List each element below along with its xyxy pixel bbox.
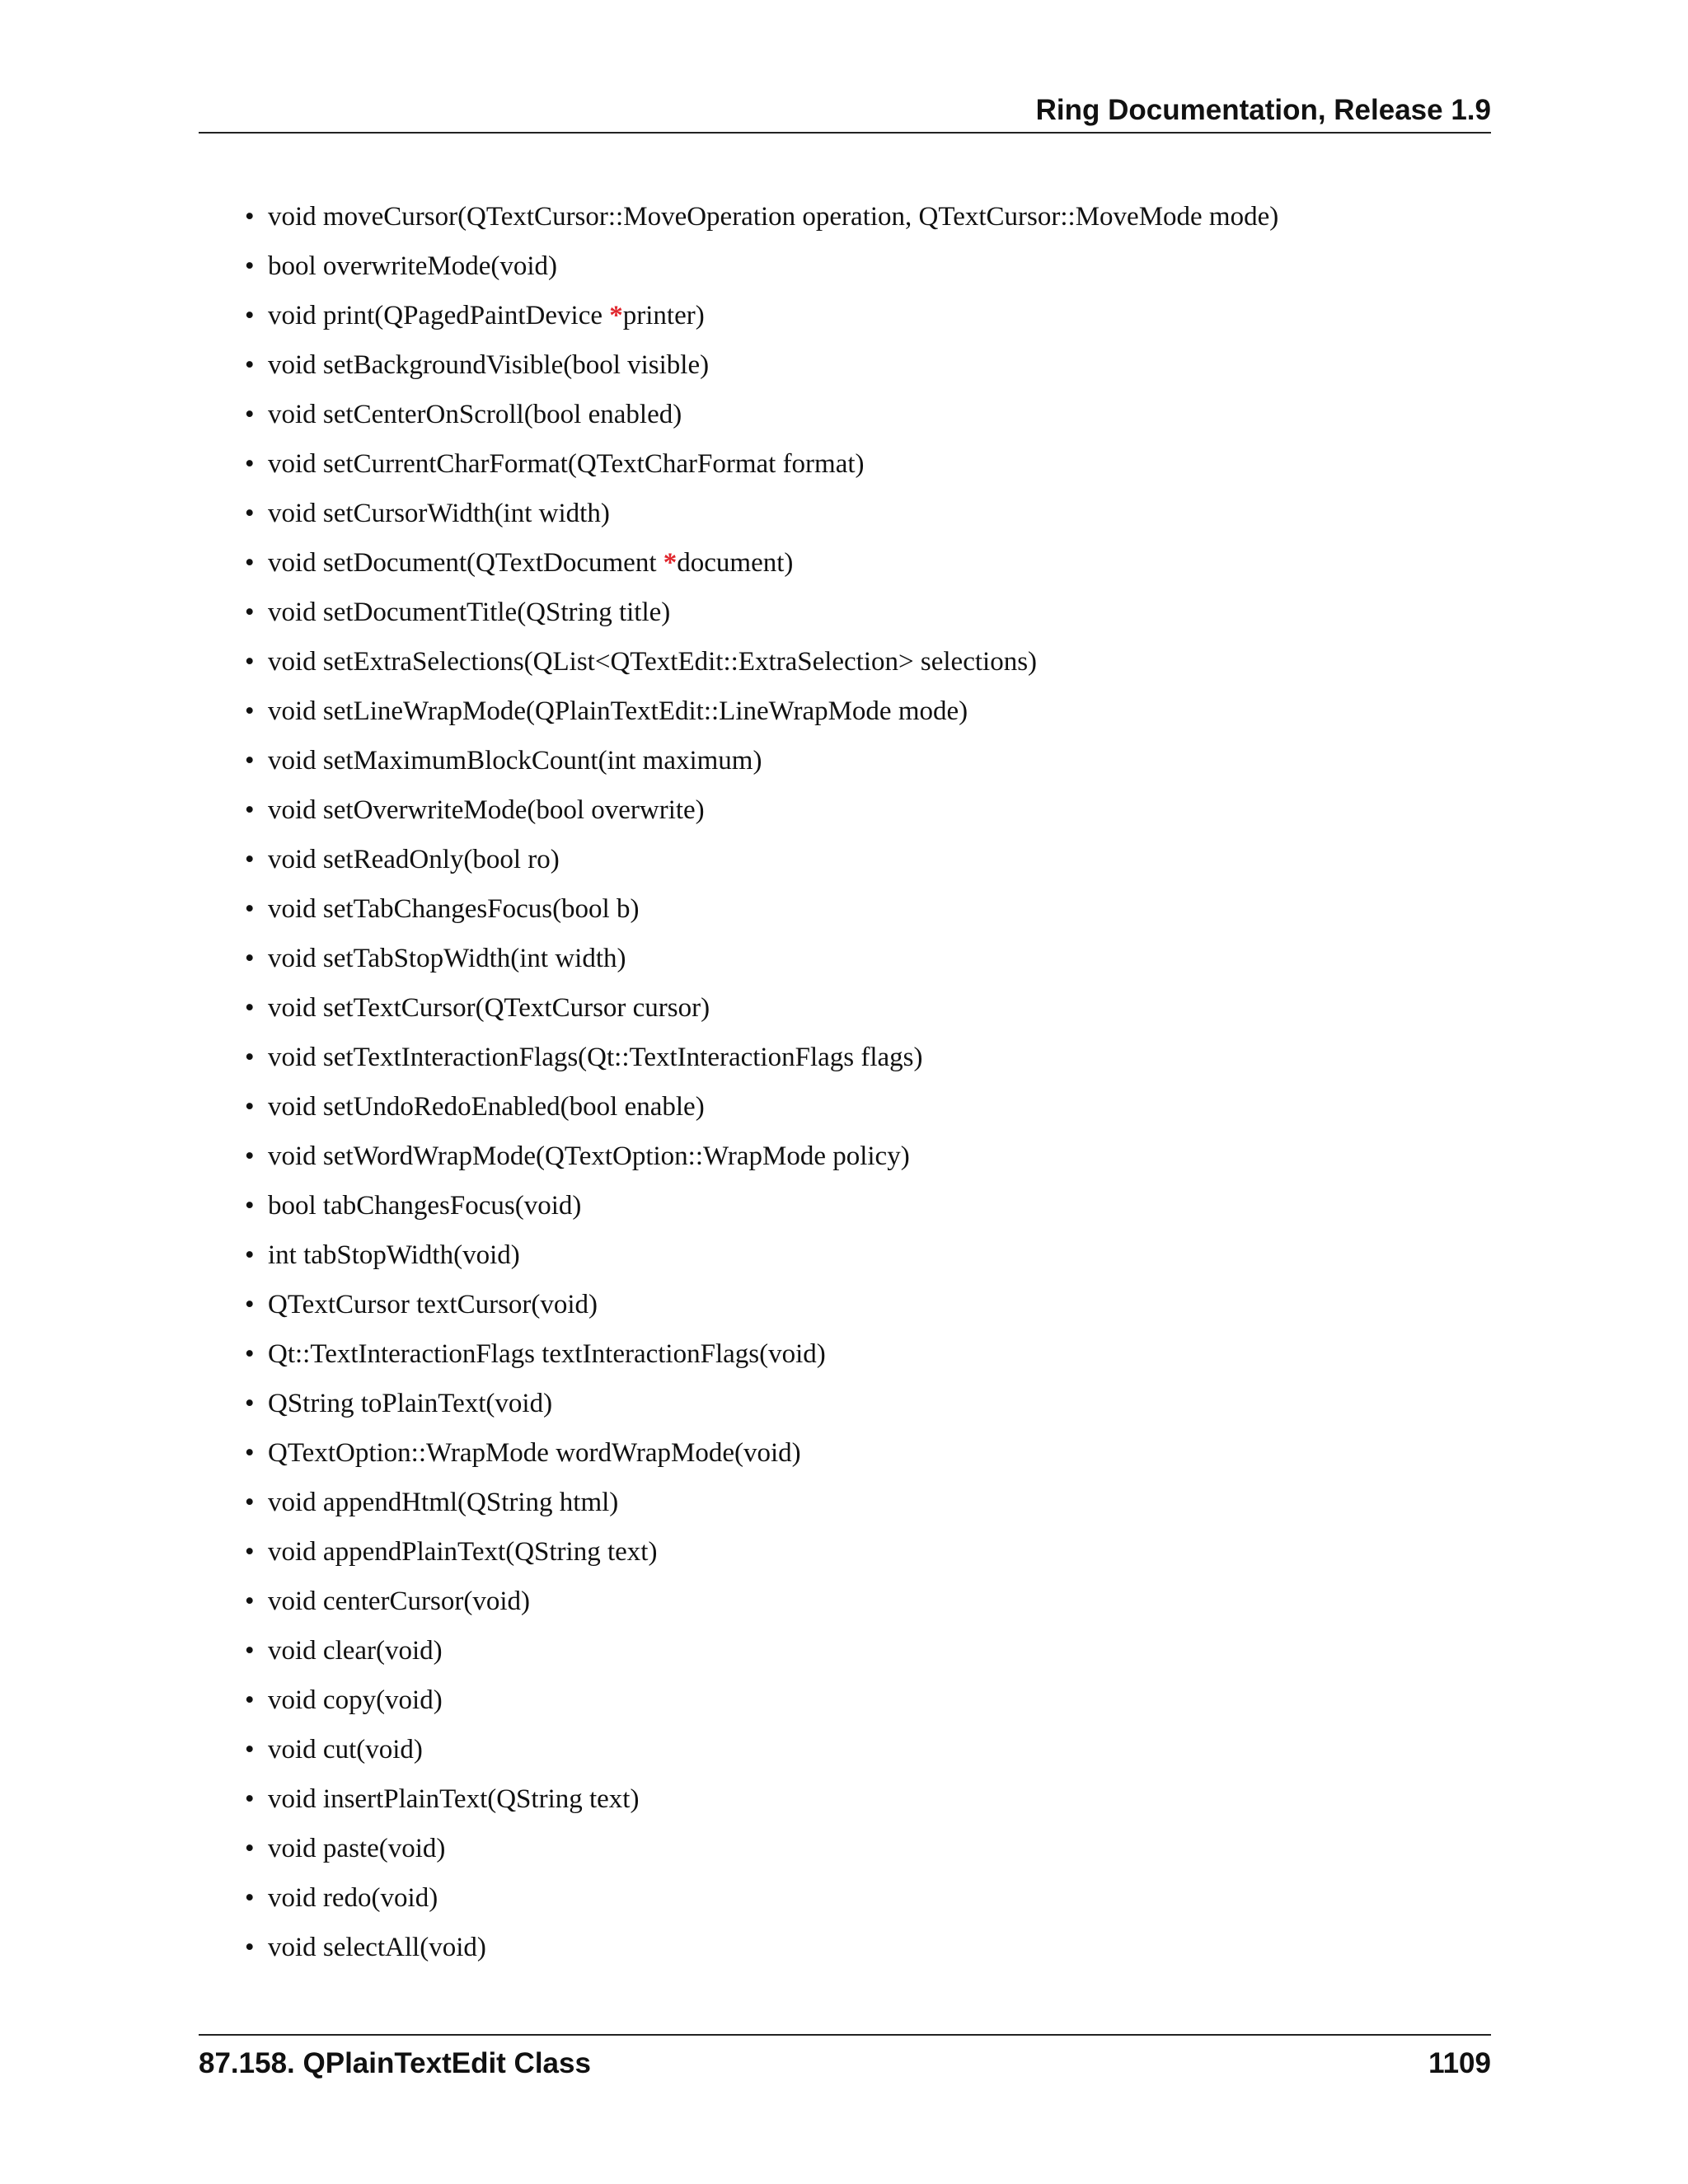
list-item [199, 1927, 1491, 1976]
bullet-icon: • [245, 1191, 255, 1221]
bullet-icon: • [245, 301, 255, 330]
bullet-icon: • [245, 548, 255, 578]
method-signature: void paste(void) [268, 1834, 446, 1863]
bullet-icon: • [245, 350, 255, 380]
method-signature: void setTextInteractionFlags(Qt::TextInteractionFlags flags) [268, 1043, 923, 1072]
method-signature: void print(QPagedPaintDevice [268, 301, 610, 330]
pointer-asterisk: * [663, 548, 678, 578]
bullet-icon: • [245, 993, 255, 1023]
bullet-icon: • [245, 1933, 255, 1962]
method-signature: void setLineWrapMode(QPlainTextEdit::LineWrapMode mode) [268, 696, 968, 726]
bullet-icon: • [245, 795, 255, 825]
bullet-icon: • [245, 647, 255, 677]
list-item [199, 1432, 1491, 1482]
method-signature: void appendHtml(QString html) [268, 1488, 619, 1517]
method-signature: void setBackgroundVisible(bool visible) [268, 350, 710, 380]
method-signature: void setExtraSelections(QList<QTextEdit::ExtraSelection> selections) [268, 647, 1038, 677]
bullet-icon: • [245, 1290, 255, 1319]
page-footer [199, 2034, 1491, 2085]
method-signature: void selectAll(void) [268, 1933, 486, 1962]
list-item [199, 196, 1491, 246]
list-item [199, 790, 1491, 839]
bullet-icon: • [245, 1537, 255, 1567]
list-item [199, 1333, 1491, 1383]
list-item [199, 938, 1491, 987]
list-item [199, 1482, 1491, 1531]
list-item [199, 542, 1491, 592]
bullet-icon: • [245, 1586, 255, 1616]
bullet-icon: • [245, 1389, 255, 1418]
bullet-icon: • [245, 1141, 255, 1171]
bullet-icon: • [245, 598, 255, 627]
method-signature: void setTabStopWidth(int width) [268, 944, 626, 973]
bullet-icon: • [245, 499, 255, 528]
bullet-icon: • [245, 1043, 255, 1072]
method-signature: void setReadOnly(bool ro) [268, 845, 560, 874]
list-item [199, 592, 1491, 641]
bullet-icon: • [245, 1339, 255, 1369]
list-item [199, 691, 1491, 740]
method-signature: bool tabChangesFocus(void) [268, 1191, 582, 1221]
page-number: 1109 [1428, 2047, 1491, 2079]
list-item [199, 641, 1491, 691]
list-item [199, 1680, 1491, 1729]
bullet-icon: • [245, 1636, 255, 1666]
list-item [199, 1630, 1491, 1680]
bullet-icon: • [245, 746, 255, 776]
method-signature: void setUndoRedoEnabled(bool enable) [268, 1092, 705, 1122]
method-signature: QTextCursor textCursor(void) [268, 1290, 598, 1319]
list-item [199, 839, 1491, 888]
method-signature: void cut(void) [268, 1735, 423, 1765]
list-item [199, 1037, 1491, 1086]
method-list [199, 196, 1491, 1976]
bullet-icon: • [245, 1834, 255, 1863]
page-header [199, 92, 1491, 134]
method-signature: void setWordWrapMode(QTextOption::WrapMode policy) [268, 1141, 910, 1171]
list-item [199, 1284, 1491, 1333]
method-signature-rest: printer) [622, 301, 705, 330]
method-signature: void centerCursor(void) [268, 1586, 530, 1616]
list-item [199, 295, 1491, 344]
method-signature: Qt::TextInteractionFlags textInteractionFlags(void) [268, 1339, 826, 1369]
list-item [199, 1185, 1491, 1235]
method-signature: void appendPlainText(QString text) [268, 1537, 658, 1567]
list-item [199, 987, 1491, 1037]
list-item [199, 246, 1491, 295]
method-signature: void setDocument(QTextDocument [268, 548, 663, 578]
bullet-icon: • [245, 845, 255, 874]
list-item [199, 493, 1491, 542]
list-item [199, 1581, 1491, 1630]
method-signature: void setDocumentTitle(QString title) [268, 598, 671, 627]
method-signature: void setTextCursor(QTextCursor cursor) [268, 993, 710, 1023]
list-item [199, 443, 1491, 493]
list-item [199, 1779, 1491, 1828]
bullet-icon: • [245, 894, 255, 924]
method-signature: void setOverwriteMode(bool overwrite) [268, 795, 705, 825]
bullet-icon: • [245, 1735, 255, 1765]
pointer-asterisk: * [609, 301, 623, 330]
method-signature: void setCurrentCharFormat(QTextCharFormat format) [268, 449, 865, 479]
method-signature: void setTabChangesFocus(bool b) [268, 894, 640, 924]
bullet-icon: • [245, 1240, 255, 1270]
method-signature: int tabStopWidth(void) [268, 1240, 520, 1270]
list-item [199, 344, 1491, 394]
bullet-icon: • [245, 944, 255, 973]
bullet-icon: • [245, 251, 255, 281]
list-item [199, 740, 1491, 790]
list-item [199, 1086, 1491, 1136]
list-item [199, 1136, 1491, 1185]
list-item [199, 888, 1491, 938]
method-signature: QString toPlainText(void) [268, 1389, 553, 1418]
method-signature: bool overwriteMode(void) [268, 251, 557, 281]
list-item [199, 1383, 1491, 1432]
method-signature: void setCursorWidth(int width) [268, 499, 610, 528]
list-item [199, 1531, 1491, 1581]
bullet-icon: • [245, 202, 255, 232]
bullet-icon: • [245, 1883, 255, 1913]
bullet-icon: • [245, 449, 255, 479]
bullet-icon: • [245, 1784, 255, 1814]
list-item [199, 1877, 1491, 1927]
method-signature: QTextOption::WrapMode wordWrapMode(void) [268, 1438, 801, 1468]
section-title: 87.158. QPlainTextEdit Class [199, 2047, 591, 2079]
list-item [199, 1235, 1491, 1284]
bullet-icon: • [245, 1092, 255, 1122]
method-signature-rest: document) [677, 548, 794, 578]
list-item [199, 1729, 1491, 1779]
method-signature: void redo(void) [268, 1883, 438, 1913]
bullet-icon: • [245, 400, 255, 429]
bullet-icon: • [245, 696, 255, 726]
list-item [199, 1828, 1491, 1877]
bullet-icon: • [245, 1438, 255, 1468]
method-signature: void setCenterOnScroll(bool enabled) [268, 400, 682, 429]
method-signature: void setMaximumBlockCount(int maximum) [268, 746, 762, 776]
method-signature: void moveCursor(QTextCursor::MoveOperation operation, QTextCursor::MoveMode mode) [268, 202, 1279, 232]
list-item [199, 394, 1491, 443]
method-signature: void copy(void) [268, 1685, 443, 1715]
method-signature: void insertPlainText(QString text) [268, 1784, 640, 1814]
method-signature: void clear(void) [268, 1636, 443, 1666]
bullet-icon: • [245, 1488, 255, 1517]
bullet-icon: • [245, 1685, 255, 1715]
document-title: Ring Documentation, Release 1.9 [1035, 94, 1491, 126]
